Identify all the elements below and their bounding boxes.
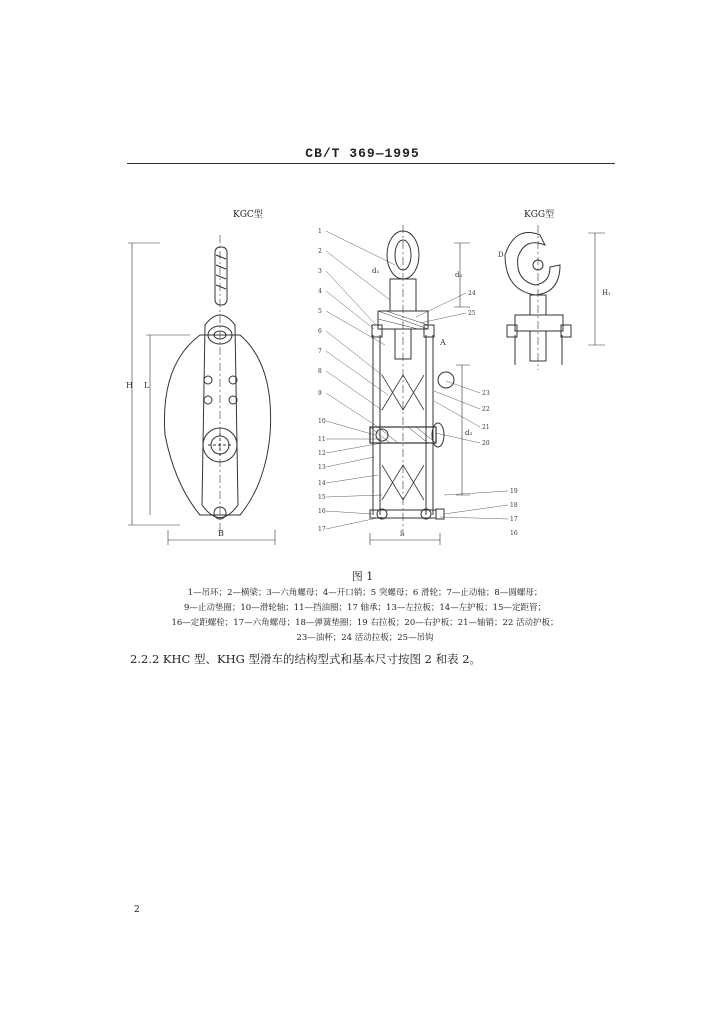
callout-5: 5 (318, 308, 322, 315)
dim-h-left: H (126, 381, 133, 390)
callout-25: 25 (468, 310, 476, 317)
callout-20: 20 (482, 440, 490, 447)
callout-4: 4 (318, 288, 322, 295)
callout-14: 14 (318, 480, 326, 487)
figure-caption: 图 1 (351, 570, 374, 583)
page-number: 2 (134, 905, 140, 915)
pulley-block-drawing (120, 195, 620, 557)
left-callouts (318, 228, 326, 533)
legend-line-4: 23—油杯；24 活动拉板；25—吊钩 (296, 633, 434, 643)
kgc-side-view (128, 235, 275, 545)
callout-8: 8 (318, 368, 322, 375)
dim-d1: d₁ (372, 267, 380, 275)
legend-line-3: 16—定距螺栓；17—六角螺母；18—弹簧垫圈；19 右拉板；20—右护板；21—轴销；22 活动护板； (171, 618, 559, 628)
callout-16: 16 (318, 508, 326, 515)
dim-l-left: L (144, 381, 150, 390)
legend-line-2: 9—止动垫圈；10—滑轮轴；11—挡油圈；17 轴承；13—左拉板；14—左护板；15—定距管； (183, 603, 546, 613)
dim-d2: d₂ (455, 271, 463, 279)
dim-d-hook: D (498, 251, 504, 259)
callout-13: 13 (318, 464, 326, 471)
callout-24: 24 (468, 290, 476, 297)
dim-l1: l₁ (400, 530, 406, 538)
callout-16b: 16 (510, 530, 518, 537)
callout-9: 9 (318, 390, 322, 397)
kgg-hook-view (505, 225, 605, 370)
callout-2: 2 (318, 248, 322, 255)
callout-15: 15 (318, 494, 326, 501)
figure-legend (130, 586, 600, 646)
standard-code-header: CB/T 369—1995 (305, 146, 420, 161)
callout-19: 19 (510, 488, 518, 495)
legend-line-1: 1—吊环；2—横梁；3—六角螺母；4—开口销；5 突螺母；6 滑轮；7—止动轴；8—圆螺母； (187, 588, 543, 598)
callout-23: 23 (482, 390, 490, 397)
dim-b-left: B (218, 529, 224, 538)
callout-18: 18 (510, 502, 518, 509)
callout-22: 22 (482, 406, 490, 413)
callout-21: 21 (482, 424, 490, 431)
dim-h1: H₁ (602, 289, 611, 297)
callout-11: 11 (318, 436, 326, 443)
clause-2-2-2: 2.2.2 KHC 型、KHG 型滑车的结构型式和基本尺寸按图 2 和表 2。 (130, 652, 482, 666)
callout-17: 17 (318, 526, 326, 533)
header-rule (127, 163, 615, 164)
callout-6: 6 (318, 328, 322, 335)
callout-10: 10 (318, 418, 326, 425)
callout-7: 7 (318, 348, 322, 355)
dim-d3: d₃ (465, 429, 473, 437)
callout-17b: 17 (510, 516, 518, 523)
callout-1: 1 (318, 228, 322, 235)
figure-label-kgc: KGC型 (233, 210, 263, 220)
callout-3: 3 (318, 268, 322, 275)
right-callouts (468, 290, 518, 537)
figure-label-kgg: KGG型 (524, 210, 555, 220)
dim-a: A (440, 338, 446, 347)
callout-12: 12 (318, 450, 326, 457)
